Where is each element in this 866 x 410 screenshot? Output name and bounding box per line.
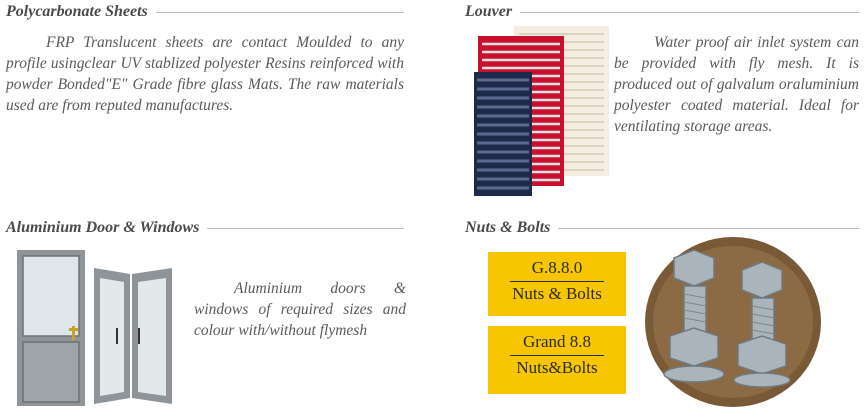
louver-heading xyxy=(465,3,859,21)
aluminium-heading xyxy=(6,219,404,237)
grade-badge-1 xyxy=(488,252,626,316)
heading-rule xyxy=(558,228,859,229)
grade-badge-1-line2: Nuts & Bolts xyxy=(512,284,602,303)
nuts-title: Nuts & Bolts xyxy=(465,219,551,236)
louver-image xyxy=(474,26,609,196)
grade-badge-2 xyxy=(488,326,626,394)
aluminium-door-image xyxy=(12,248,182,408)
aluminium-text: Aluminium doors & windows of required sizes and colour with/without flymesh xyxy=(194,280,406,339)
louver-title: Louver xyxy=(465,3,513,20)
grade-badge-1-line1: G.8.8.0 xyxy=(531,258,583,277)
heading-rule xyxy=(520,12,859,13)
badge-separator xyxy=(510,281,604,282)
polycarbonate-title: Polycarbonate Sheets xyxy=(6,3,148,20)
heading-rule xyxy=(156,12,404,13)
polycarbonate-text: FRP Translucent sheets are contact Moulded to any profile usingclear UV stablized polyester Resins reinforced with powder Bonded"E" Grade fibre glass Mats. The raw materials used are from reputed manufactures. xyxy=(6,34,404,114)
heading-rule xyxy=(207,228,404,229)
aluminium-title: Aluminium Door & Windows xyxy=(6,219,200,236)
polycarbonate-heading xyxy=(6,3,404,21)
badge-separator xyxy=(510,355,604,356)
grade-badge-2-line1: Grand 8.8 xyxy=(523,332,591,351)
nuts-bolts-image xyxy=(644,236,822,408)
nuts-heading xyxy=(465,219,859,237)
louver-text: Water proof air inlet system can be provided with fly mesh. It is produced out of galvalum oraluminium polyester coated material. Ideal for ventilating storage areas. xyxy=(614,34,859,135)
grade-badge-2-line2: Nuts&Bolts xyxy=(516,358,598,377)
